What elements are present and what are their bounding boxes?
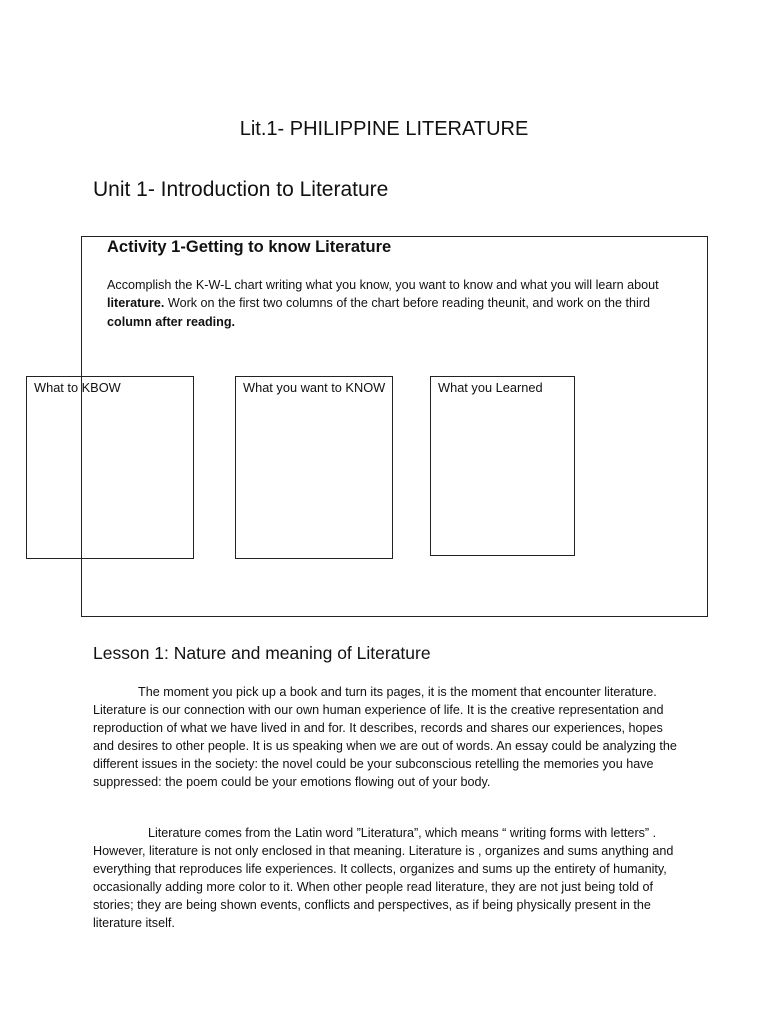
kwl-column-want-label: What you want to KNOW [243, 380, 386, 395]
kwl-column-learned-label: What you Learned [438, 380, 543, 395]
lesson-paragraph-2 [93, 824, 678, 932]
kwl-column-want [235, 376, 393, 559]
kwl-column-know-label: What to KBOW [34, 380, 121, 395]
lesson-title: Lesson 1: Nature and meaning of Literature [93, 643, 431, 663]
unit-title: Unit 1- Introduction to Literature [93, 178, 389, 201]
instructions-text: Accomplish the K-W-L chart writing what you know, you want to know and what you will learn about [107, 278, 659, 292]
instructions-bold-literature: literature. [107, 296, 165, 311]
paragraph-text: Literature comes from the Latin word ”Literatura”, which means “ writing forms with letters” . However, literature is not only enclosed in that meaning. Literature is , organizes and sums anything and everything that reproduces life experiences. It collects, organizes and sums up the entirety of humanity, occasionally adding more color to it. When other people read literature, they are not just being told of stories; they are being shown events, conflicts and perspectives, as if being physically present in the literature itself. [93, 826, 674, 930]
instructions-bold-column: column after reading. [107, 314, 236, 329]
document-title: Lit.1- PHILIPPINE LITERATURE [239, 118, 529, 140]
activity-instructions [107, 276, 697, 331]
activity-title: Activity 1-Getting to know Literature [107, 238, 392, 256]
lesson-paragraph-1 [93, 683, 678, 791]
kwl-column-know [26, 376, 194, 559]
paragraph-text: The moment you pick up a book and turn its pages, it is the moment that encounter literature. Literature is our connection with our own human experience of life. It is the creative representation and reproduction of what we have lived in and for. It describes, records and shares our experiences, hopes and desires to other people. It is us speaking when we are out of words. An essay could be analyzing the different issues in the society: the novel could be your subconscious retelling the memories you have suppressed: the poem could be your emotions flowing out of your body. [93, 685, 677, 789]
kwl-column-learned [430, 376, 575, 556]
instructions-text-2: Work on the first two columns of the chart before reading theunit, and work on the third [164, 296, 650, 311]
